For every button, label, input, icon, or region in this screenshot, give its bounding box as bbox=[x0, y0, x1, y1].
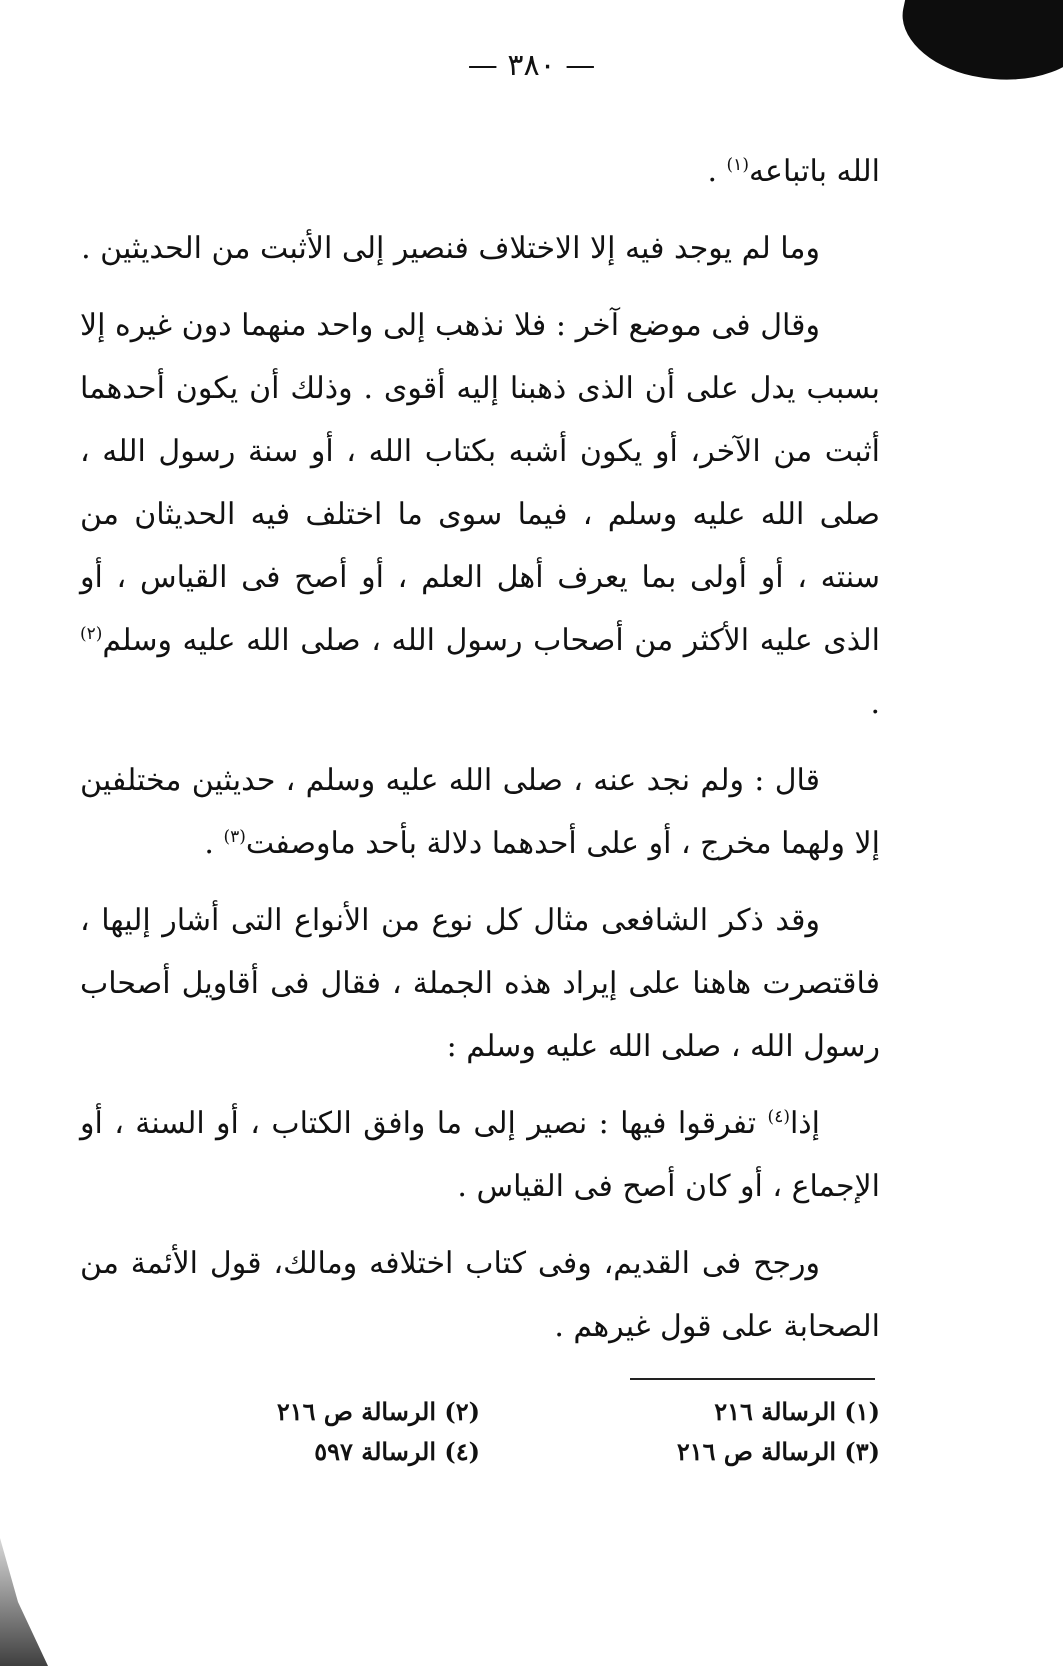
footnote-ref: (٢) bbox=[80, 624, 103, 644]
text-run: تفرقوا فيها : نصير إلى ما وافق الكتاب ، أو السنة ، أو الإجماع ، أو كان أصح فى القياس . bbox=[80, 1106, 880, 1204]
footnote-item: (٤) الرسالة ٥٩٧ bbox=[314, 1437, 480, 1466]
footnote-item: (٣) الرسالة ص ٢١٦ bbox=[676, 1437, 880, 1466]
page-number: — ٣٨٠ — bbox=[467, 48, 596, 83]
text-run: . bbox=[870, 686, 880, 721]
text-run: . bbox=[204, 826, 224, 861]
footnote-divider bbox=[630, 1378, 875, 1380]
text-run: وقد ذكر الشافعى مثال كل نوع من الأنواع التى أشار إليها ، فاقتصرت هاهنا على إيراد هذه الجملة ، فقال فى أقاويل أصحاب رسول الله ، صلى الله عليه وسلم : bbox=[80, 903, 880, 1064]
paragraph bbox=[80, 294, 880, 735]
footnote-row bbox=[80, 1432, 880, 1472]
footnote-ref: (١) bbox=[726, 155, 749, 175]
paragraph bbox=[80, 889, 880, 1078]
text-run: إذا bbox=[789, 1106, 820, 1141]
footnotes bbox=[80, 1392, 880, 1472]
paragraph bbox=[80, 1232, 880, 1358]
text-run: قال : ولم نجد عنه ، صلى الله عليه وسلم ، حديثين مختلفين إلا ولهما مخرج ، أو على أحدهما دلالة بأحد ماوصفت bbox=[80, 763, 880, 861]
footnote-item: (١) الرسالة ٢١٦ bbox=[714, 1397, 880, 1426]
text-run: ورجح فى القديم، وفى كتاب اختلافه ومالك، قول الأئمة من الصحابة على قول غيرهم . bbox=[80, 1246, 880, 1344]
paragraph bbox=[80, 217, 880, 280]
footnote-item: (٢) الرسالة ص ٢١٦ bbox=[276, 1397, 480, 1426]
footnote-ref: (٣) bbox=[223, 827, 246, 847]
paragraph bbox=[80, 749, 880, 875]
footnote-row bbox=[80, 1392, 880, 1432]
paragraph bbox=[80, 140, 880, 203]
text-run: وما لم يوجد فيه إلا الاختلاف فنصير إلى الأثبت من الحديثين . bbox=[81, 231, 820, 266]
text-run: . bbox=[707, 154, 727, 189]
page-edge-shadow bbox=[0, 1506, 60, 1666]
footnote-ref: (٤) bbox=[767, 1107, 790, 1127]
text-run: وقال فى موضع آخر : فلا نذهب إلى واحد منهما دون غيره إلا بسبب يدل على أن الذى ذهبنا إليه أقوى . وذلك أن يكون أحدهما أثبت من الآخر، أو يكون أشبه بكتاب الله ، أو سنة رسول الله ، صلى الله عليه وسلم ، فيما سوى ما اختلف فيه الحديثان من سنته ، أو أولى بما يعرف أهل العلم ، أو أصح فى القياس ، أو الذى عليه الأكثر من أصحاب رسول الله ، صلى الله عليه وسلم bbox=[80, 308, 881, 658]
paragraph bbox=[80, 1092, 880, 1218]
text-run: الله باتباعه bbox=[748, 154, 880, 189]
main-text bbox=[80, 140, 880, 1372]
